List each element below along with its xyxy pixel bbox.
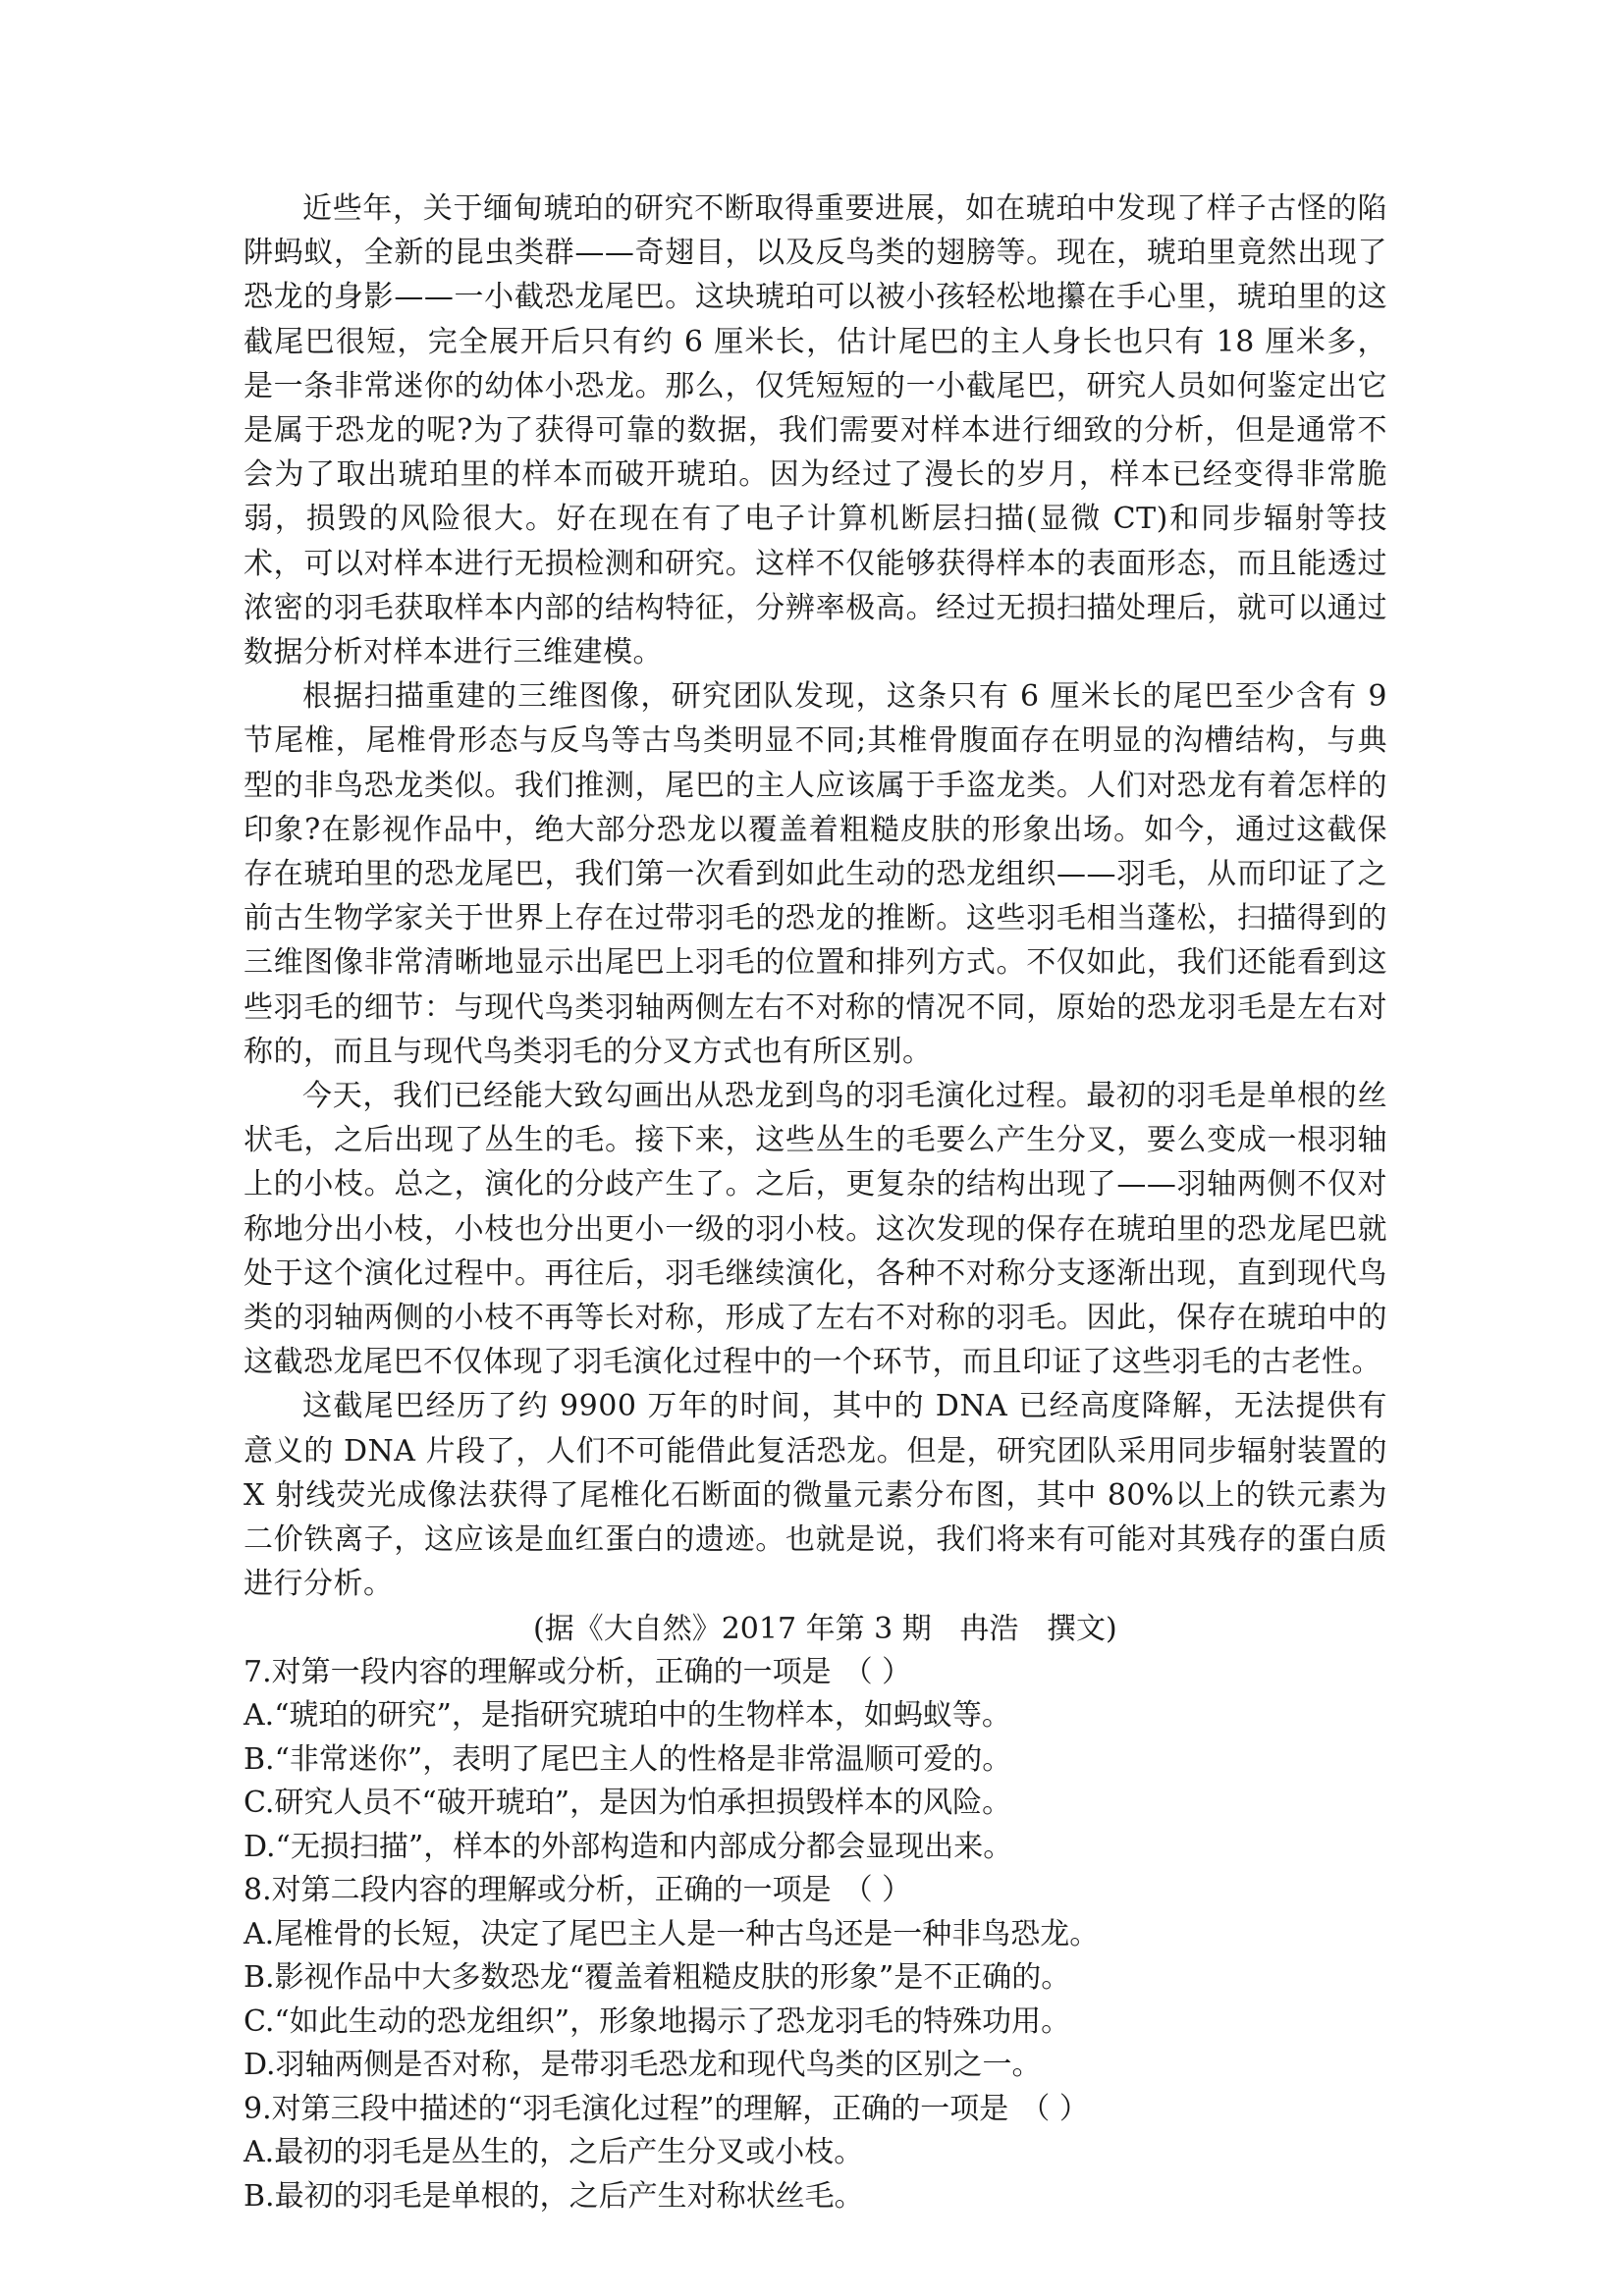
question-option: C.研究人员不“破开琥珀”，是因为怕承担损毁样本的风险。 bbox=[244, 1786, 1012, 1821]
question-option: B.最初的羽毛是单根的，之后产生对称状丝毛。 bbox=[244, 2178, 864, 2214]
question-option: A.最初的羽毛是丛生的，之后产生分叉或小枝。 bbox=[244, 2135, 864, 2170]
question-text: 8.对第二段内容的理解或分析，正确的一项是 bbox=[244, 1873, 832, 1908]
article-paragraph: 这截尾巴经历了约 9900 万年的时间，其中的 DNA 已经高度降解，无法提供有意义的 DNA 片段了，人们不可能借此复活恐龙。但是，研究团队采用同步辐射装置的 X 射线荧光成像法获得了尾椎化石断面的微量元素分布图，其中 80%以上的铁元素为二价铁离子，这应该是血红蛋白的遗迹。也就是说，我们将来有可能对其残存的蛋白质进行分析。 bbox=[244, 1389, 1387, 1602]
question-option: A.尾椎骨的长短，决定了尾巴主人是一种古鸟还是一种非鸟恐龙。 bbox=[244, 1916, 1100, 1951]
questions-section bbox=[244, 1651, 1387, 2219]
question-8 bbox=[244, 1869, 1387, 2088]
question-stem bbox=[244, 1651, 1387, 1695]
document-page bbox=[244, 187, 1387, 2218]
question-option: D.“无损扫描”，样本的外部构造和内部成分都会显现出来。 bbox=[244, 1829, 1013, 1864]
answer-bracket: （ ） bbox=[842, 1654, 912, 1689]
question-text: 9.对第三段中描述的“羽毛演化过程”的理解，正确的一项是 bbox=[244, 2091, 1009, 2126]
article-paragraph: 今天，我们已经能大致勾画出从恐龙到鸟的羽毛演化过程。最初的羽毛是单根的丝状毛，之后出现了丛生的毛。接下来，这些丛生的毛要么产生分叉，要么变成一根羽轴上的小枝。总之，演化的分歧产生了。之后，更复杂的结构出现了——羽轴两侧不仅对称地分出小枝，小枝也分出更小一级的羽小枝。这次发现的保存在琥珀里的恐龙尾巴就处于这个演化过程中。再往后，羽毛继续演化，各种不对称分支逐渐出现，直到现代鸟类的羽轴两侧的小枝不再等长对称，形成了左右不对称的羽毛。因此，保存在琥珀中的这截恐龙尾巴不仅体现了羽毛演化过程中的一个环节，而且印证了这些羽毛的古老性。 bbox=[244, 1079, 1387, 1380]
question-text: 7.对第一段内容的理解或分析，正确的一项是 bbox=[244, 1654, 832, 1689]
article-paragraph: 根据扫描重建的三维图像，研究团队发现，这条只有 6 厘米长的尾巴至少含有 9 节尾椎，尾椎骨形态与反鸟等古鸟类明显不同;其椎骨腹面存在明显的沟槽结构，与典型的非鸟恐龙类似。我们推测，尾巴的主人应该属于手盗龙类。人们对恐龙有着怎样的印象?在影视作品中，绝大部分恐龙以覆盖着粗糙皮肤的形象出场。如今，通过这截保存在琥珀里的恐龙尾巴，我们第一次看到如此生动的恐龙组织——羽毛，从而印证了之前古生物学家关于世界上存在过带羽毛的恐龙的推断。这些羽毛相当蓬松，扫描得到的三维图像非常清晰地显示出尾巴上羽毛的位置和排列方式。不仅如此，我们还能看到这些羽毛的细节：与现代鸟类羽轴两侧左右不对称的情况不同，原始的恐龙羽毛是左右对称的，而且与现代鸟类羽毛的分叉方式也有所区别。 bbox=[244, 679, 1387, 1069]
article-paragraph: 近些年，关于缅甸琥珀的研究不断取得重要进展，如在琥珀中发现了样子古怪的陷阱蚂蚁，全新的昆虫类群——奇翅目，以及反鸟类的翅膀等。现在，琥珀里竟然出现了恐龙的身影——一小截恐龙尾巴。这块琥珀可以被小孩轻松地攥在手心里，琥珀里的这截尾巴很短，完全展开后只有约 6 厘米长，估计尾巴的主人身长也只有 18 厘米多，是一条非常迷你的幼体小恐龙。那么，仅凭短短的一小截尾巴，研究人员如何鉴定出它是属于恐龙的呢?为了获得可靠的数据，我们需要对样本进行细致的分析，但是通常不会为了取出琥珀里的样本而破开琥珀。因为经过了漫长的岁月，样本已经变得非常脆弱，损毁的风险很大。好在现在有了电子计算机断层扫描(显微 CT)和同步辐射等技术，可以对样本进行无损检测和研究。这样不仅能够获得样本的表面形态，而且能透过浓密的羽毛获取样本内部的结构特征，分辨率极高。经过无损扫描处理后，就可以通过数据分析对样本进行三维建模。 bbox=[244, 191, 1387, 670]
question-option: B.影视作品中大多数恐龙“覆盖着粗糙皮肤的形象”是不正确的。 bbox=[244, 1960, 1071, 1996]
question-7 bbox=[244, 1651, 1387, 1870]
answer-bracket: （ ） bbox=[842, 1873, 912, 1908]
question-option: A.“琥珀的研究”，是指研究琥珀中的生物样本，如蚂蚁等。 bbox=[244, 1698, 1011, 1734]
question-option: B.“非常迷你”，表明了尾巴主人的性格是非常温顺可爱的。 bbox=[244, 1741, 1012, 1777]
question-option: C.“如此生动的恐龙组织”，形象地揭示了恐龙羽毛的特殊功用。 bbox=[244, 2003, 1071, 2039]
question-option: D.羽轴两侧是否对称，是带羽毛恐龙和现代鸟类的区别之一。 bbox=[244, 2048, 1042, 2083]
article bbox=[244, 187, 1387, 1651]
question-9 bbox=[244, 2088, 1387, 2219]
article-source: (据《大自然》2017 年第 3 期 冉浩 撰文) bbox=[533, 1611, 1117, 1646]
question-stem bbox=[244, 1869, 1387, 1913]
answer-bracket: （ ） bbox=[1020, 2091, 1089, 2126]
question-stem bbox=[244, 2088, 1387, 2132]
